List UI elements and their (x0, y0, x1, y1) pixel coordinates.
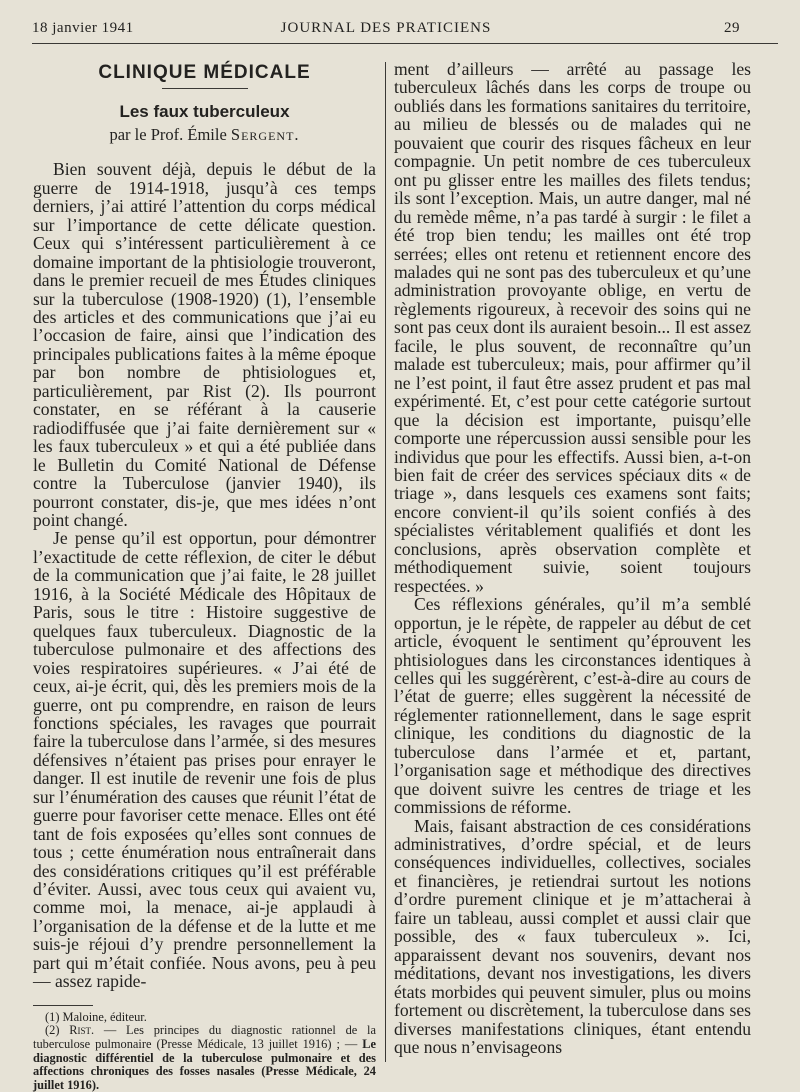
footnote-2 (33, 1024, 376, 1092)
header-date: 18 janvier 1941 (32, 20, 134, 36)
footnote-2-bold-text: Le diagnostic différentiel de la tuberculose pulmonaire et des affections chroniques des fosses nasales (Presse Médicale, 24 juillet 1916). (33, 1036, 376, 1092)
right-column (394, 60, 751, 1056)
paragraph: Ces réflexions générales, qu’il m’a semblé opportun, je le répète, de rappeler au début de cet article, évoquent le sentiment qu’éprouvent les phtisiologues dans les circonstances identiques à celles qui les suggérèrent, c’est-à-dire au cours de l’état de guerre; elles suggèrent la nécessité de réglementer rationnellement, dans le sage esprit clinique, les conditions du diagnostic de la tuberculose dans l’armée et et, partant, l’organisation sage et méthodique des directives que doivent suivre les centres de triage et les commissions de réforme. (394, 594, 751, 818)
section-title: CLINIQUE MÉDICALE (98, 62, 311, 83)
footnote-rule (33, 1005, 93, 1006)
paragraph: ment d’ailleurs — arrêté au passage les tuberculeux lâchés dans les corps de troupe ou oubliés dans les formations sanitaires du territoire, au milieu de blessés ou de malades qui ne pouvaient que courir des risques fâcheux en leur compagnie. Un petit nombre de ces tuberculeux ont pu glisser entre les mailles des filets tendus; ils sont l’exception. Mais, un autre danger, mal né du remède même, n’a pas tardé à surgir : le filet a été trop bien tendu; les mailles ont été trop serrées; elles ont retenu et retiennent encore des malades qui ne sont pas des tuberculeux et qu’une administration provoyante oblige, en vertu de règlements rigoureux, à recevoir des soins qui ne sont pas ceux dont ils auraient besoin... Il est assez facile, le plus souvent, de reconnaître qu’un malade est tuberculeux; mais, pour affirmer qu’il ne l’est point, il faut être assez prudent et pas mal expérimenté. Et, c’est pour cette catégorie surtout que la décision est importante, puisqu’elle comporte une répercussion aussi sensible pour les individus que pour les effectifs. Aussi bien, a-t-on bien fait de créer des services spéciaux dits « de triage », dans lesquels ces examens sont faits; encore convient-il qu’ils soient confiés à des spécialistes véritablement qualifiés et dont les conclusions, après observation complète et méthodiquement suivie, soient toujours respectées. » (394, 59, 751, 596)
header-page-number: 29 (724, 20, 740, 36)
byline-author-name: Sergent. (230, 124, 300, 144)
article-byline (33, 126, 376, 144)
paragraph: Je pense qu’il est opportun, pour démontrer l’exactitude de cette réflexion, de citer le début de la communication que j’ai faite, le 28 juillet 1916, à la Société Médicale des Hôpitaux de Paris, sous le titre : Histoire suggestive de quelques faux tuberculeux. Diagnostic de la tuberculose pulmonaire et des affections des voies respiratoires supérieures. « J’ai été de ceux, ai-je écrit, qui, dès les premiers mois de la guerre, ont pu comprendre, en raison de leurs fonctions spéciales, les ravages que pourrait faire la tuberculose dans l’armée, si des mesures défensives n’étaient pas prises pour enrayer le danger. Il est inutile de revenir une fois de plus sur l’énumération des causes que réunit l’état de guerre pour favoriser cette menace. Elles ont été tant de fois exposées qu’elles sont connues de tous ; cette énumération nous entraînerait dans des considérations critiques qu’il est préférable d’éviter. Aussi, avec tous ceux qui avaient vu, comme moi, la menace, ai-je applaudi à l’organisation de la défense et de la lutte et me suis-je réjoui d’y prendre personnellement la part qui m’était confiée. Nous avons, peu à peu — assez rapide- (33, 528, 376, 992)
header-journal-title: JOURNAL DES PRATICIENS (280, 20, 492, 36)
footnote-2-text: — Les principes du diagnostic rationnel de la tuberculose pulmonaire (Presse Médicale, 13 juillet 1916) ; — (33, 1023, 377, 1051)
column-divider (385, 62, 386, 1062)
footnote-1: (1) Maloine, éditeur. (45, 1009, 147, 1024)
article-title: Les faux tuberculeux (119, 102, 290, 122)
header-rule (32, 43, 778, 44)
footnote-2-prefix: (2) (45, 1023, 70, 1038)
byline-prefix: par le Prof. Émile (109, 124, 231, 144)
footnotes (33, 1011, 376, 1092)
page-header (32, 16, 740, 42)
left-column (33, 60, 376, 1092)
footnote-2-author: Rist. (69, 1023, 95, 1038)
section-title-rule (162, 88, 248, 89)
paragraph: Bien souvent déjà, depuis le début de la guerre de 1914-1918, jusqu’à ces temps derniers, j’ai attiré l’attention du corps médical sur l’importance de cette délicate question. Ceux qui s’intéressent particulièrement à ce domaine important de la phtisiologie trouveront, dans le premier recueil de mes Études cliniques sur la tuberculose (1908-1920) (1), l’ensemble des articles et des communications que j’ai eu l’occasion de faire, ainsi que l’indication des principales publications faites à la même époque par bon nombre de phtisiologues et, particulièrement, par Rist (2). Ils pourront constater, en se référant à la causerie radiodiffusée que j’ai faite dernièrement sur « les faux tuberculeux » et qui a été publiée dans le Bulletin du Comité National de Défense contre la Tuberculose (janvier 1940), ils pourront constater, dis-je, que mes idées n’ont point changé. (33, 159, 376, 530)
paragraph: Mais, faisant abstraction de ces considérations administratives, d’ordre spécial, et de leurs conséquences individuelles, collectives, sociales et financières, je retiendrai surtout les notions d’ordre purement clinique et je m’attacherai à faire un tableau, aussi complet et aussi clair que possible, des « faux tuberculeux ». Ici, apparaissent devant nos souvenirs, devant nos méditations, devant nos investigations, les divers états morbides qui peuvent simuler, plus ou moins fortement ou discrètement, la tuberculose dans ses diverses manifestations cliniques, étant entendu que nous n’envisageons (394, 815, 751, 1058)
